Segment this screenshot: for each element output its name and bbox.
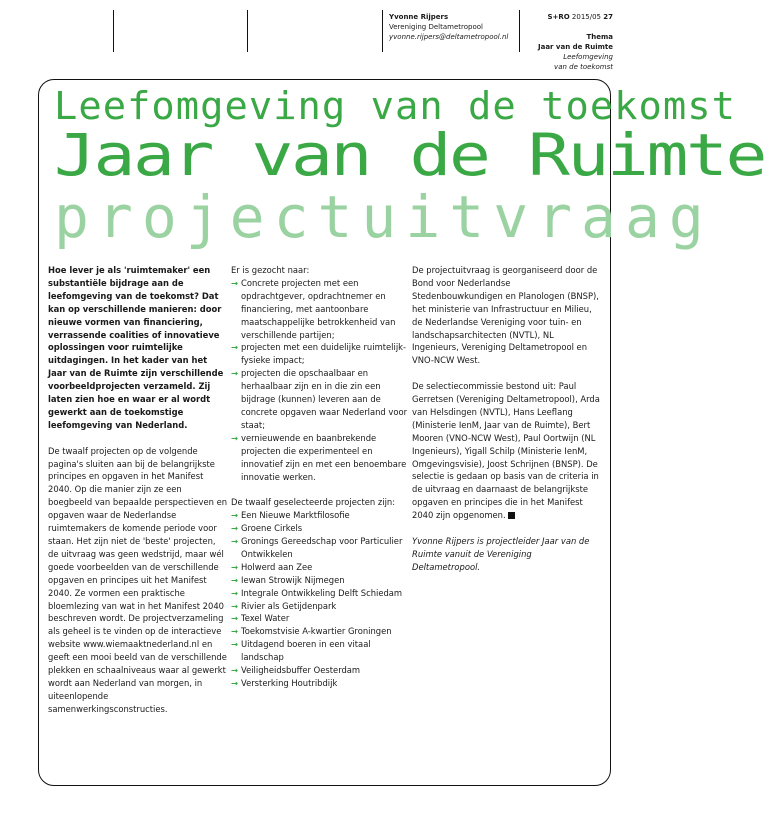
- header-divider: [519, 10, 520, 52]
- magazine-issue: [538, 12, 613, 22]
- subtheme-line-2: van de toekomst: [554, 63, 613, 71]
- committee-paragraph: De selectiecommissie bestond uit: Paul Gerretsen (Vereniging Deltametropool), Arda van Helsdingen (NVTL), Hans Leeflang (Ministerie IenM, Jaar van de Ruimte), Bert Mooren (VNO-NCW West), Paul Oortwijn (NL Ingenieurs), Yigall Schilp (Ministerie IenM, Omgevingsvisie), Joost Schrijnen (BNSP). De selectie is gedaan op basis van de criteria in de uitvraag en daarnaast de belangrijkste opgaven en principes die in het Manifest 2040 zijn opgenomen.: [412, 381, 600, 521]
- column-3: [412, 264, 602, 587]
- author-block: [389, 12, 508, 42]
- project-item: → Veiligheidsbuffer Oesterdam: [231, 665, 361, 676]
- projects-list: [231, 509, 411, 690]
- column-2: [231, 264, 411, 703]
- arrow-right-icon: →: [231, 639, 239, 650]
- running-header: [538, 12, 613, 72]
- author-note: Yvonne Rijpers is projectleider Jaar van de Ruimte vanuit de Vereniging Deltametropool.: [412, 536, 590, 572]
- arrow-right-icon: →: [231, 536, 239, 547]
- end-mark-icon: [508, 512, 515, 519]
- projects-heading: De twaalf geselecteerde projecten zijn:: [231, 497, 396, 508]
- title-line-1: Leefomgeving van de toekomst: [54, 84, 736, 128]
- arrow-right-icon: →: [231, 574, 239, 585]
- project-item: → Holwerd aan Zee: [231, 561, 313, 572]
- project-item: → Integrale Ontwikkeling Delft Schiedam: [231, 587, 403, 598]
- body-paragraph: De twaalf projecten op de volgende pagina's sluiten aan bij de belangrijkste principes en opgaven in het Manifest 2040. Op die manier zijn ze een boegbeeld van bepaalde perspectieven en opgaven waar de Nederlandse ruimtemakers de komende periode voor staan. Het zijn niet de 'beste' projecten, de uitvraag was geen wedstrijd, maar wél goede voorbeelden van de verschillende opgaven en principes uit het Manifest 2040. Ze vormen een praktische bloemlezing van wat in het Manifest 2040 beschreven wordt. De projectverzameling als geheel is te vinden op de interactieve website www.wiemaaktnederland.nl en geeft een mooi beeld van de verschillende plekken en schaalniveaus waar al gewerkt wordt aan Nederland van morgen, in uiteenlopende samenwerkingsconstructies.: [48, 445, 228, 714]
- criteria-heading: Er is gezocht naar:: [231, 265, 310, 275]
- issue-number: 2015/05: [571, 13, 602, 21]
- criteria-item: → vernieuwende en baanbrekende projecten die experimenteel en innovatief zijn en met een benoembare innovatie werken.: [231, 432, 407, 482]
- project-item: → Groene Cirkels: [231, 523, 303, 534]
- header-divider: [113, 10, 114, 52]
- title-line-2: Jaar van de Ruimte: [54, 121, 765, 189]
- criteria-item: → projecten met een duidelijke ruimtelijk-fysieke impact;: [231, 342, 407, 366]
- header-divider: [382, 10, 383, 52]
- project-item: → Een Nieuwe Marktfilosofie: [231, 510, 350, 521]
- author-name: Yvonne Rijpers: [389, 13, 449, 21]
- arrow-right-icon: →: [231, 626, 239, 637]
- arrow-right-icon: →: [231, 613, 239, 624]
- subtheme-line-1: Leefomgeving: [563, 53, 613, 61]
- organisers-paragraph: De projectuitvraag is georganiseerd door de Bond voor Nederlandse Stedenbouwkundigen en Planologen (BNSP), het ministerie van Infrastructuur en Milieu, de Nederlandse Vereniging voor tuin- en landschapsarchitecten (NVTL), NL Ingenieurs, Vereniging Deltametropool en VNO-NCW West.: [412, 265, 599, 366]
- arrow-right-icon: →: [231, 665, 239, 676]
- title-line-3: projectuitvraag: [54, 183, 713, 251]
- arrow-right-icon: →: [231, 510, 239, 521]
- theme-label: Jaar van de Ruimte: [537, 43, 613, 51]
- project-item: → Texel Water: [231, 613, 290, 624]
- project-item: → Toekomstvisie A-kwartier Groningen: [231, 626, 392, 637]
- arrow-right-icon: →: [231, 523, 239, 534]
- page-number: 27: [603, 13, 613, 21]
- section-label: Thema: [586, 33, 613, 41]
- arrow-right-icon: →: [231, 587, 239, 598]
- magazine-name: S+RO: [547, 13, 570, 21]
- arrow-right-icon: →: [231, 432, 239, 443]
- project-item: → Iewan Strowijk Nijmegen: [231, 574, 345, 585]
- author-organisation: Vereniging Deltametropool: [389, 23, 483, 31]
- project-item: → Uitdagend boeren in een vitaal landschap: [231, 639, 371, 663]
- arrow-right-icon: →: [231, 600, 239, 611]
- arrow-right-icon: →: [231, 677, 239, 688]
- criteria-list: [231, 277, 411, 484]
- arrow-right-icon: →: [231, 368, 239, 379]
- criteria-item: → Concrete projecten met een opdrachtgever, opdrachtnemer en financiering, met aantoonbare maatschappelijke betrokkenheid van verschillende partijen;: [231, 277, 396, 340]
- arrow-right-icon: →: [231, 342, 239, 353]
- criteria-item: → projecten die opschaalbaar en herhaalbaar zijn en in die zin een bijdrage (kunnen) leveren aan de concrete opgaven waar Nederland voor staat;: [231, 368, 408, 430]
- project-item: → Gronings Gereedschap voor Particulier Ontwikkelen: [231, 536, 403, 559]
- column-1: [48, 264, 228, 729]
- intro-paragraph: Hoe lever je als 'ruimtemaker' een substantiële bijdrage aan de leefomgeving van de toekomst? Dat kan op verschillende manieren: door nieuwe vormen van financiering, verrassende coalities of innovatieve oplossingen voor ruimtelijke uitdagingen. In het kader van het Jaar van de Ruimte zijn verschillende voorbeeldprojecten verzameld. Zij laten zien hoe en waar er al wordt gewerkt aan de toekomstige leefomgeving van Nederland.: [48, 265, 224, 430]
- header-divider: [247, 10, 248, 52]
- project-item: → Rivier als Getijdenpark: [231, 600, 337, 611]
- arrow-right-icon: →: [231, 277, 239, 288]
- project-item: → Versterking Houtribdijk: [231, 677, 338, 688]
- author-email[interactable]: yvonne.rijpers@deltametropool.nl: [389, 33, 509, 41]
- arrow-right-icon: →: [231, 561, 239, 572]
